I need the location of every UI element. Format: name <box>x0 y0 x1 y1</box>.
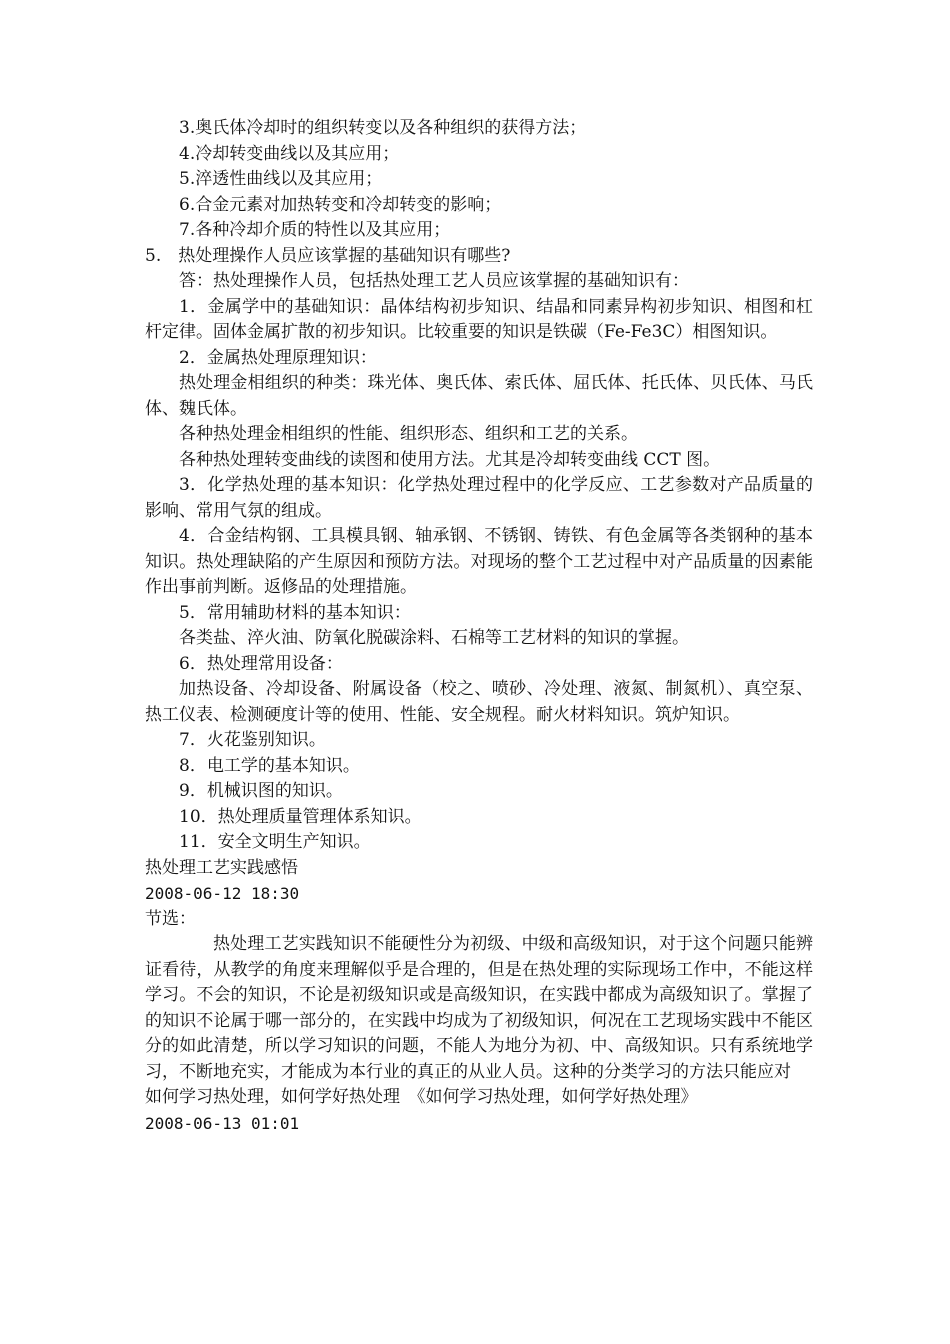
article-date: 2008-06-12 18:30 <box>145 884 300 903</box>
knowledge-item-2-types: 热处理金相组织的种类：珠光体、奥氏体、索氏体、屈氏体、托氏体、贝氏体、马氏体、魏氏体。 <box>145 373 813 419</box>
knowledge-item-2-title: 2．金属热处理原理知识： <box>179 347 377 368</box>
knowledge-item-6-title: 6．热处理常用设备： <box>179 653 343 674</box>
knowledge-item-11: 11．安全文明生产知识。 <box>179 832 371 852</box>
article-title: 热处理工艺实践感悟 <box>145 857 298 878</box>
answer-intro: 答：热处理操作人员，包括热处理工艺人员应该掌握的基础知识有： <box>179 271 689 291</box>
knowledge-item-8: 8．电工学的基本知识。 <box>179 755 360 776</box>
knowledge-item-2-properties: 各种热处理金相组织的性能、组织形态、组织和工艺的关系。 <box>179 424 638 444</box>
document-body <box>145 116 813 1136</box>
list-item: 4.冷却转变曲线以及其应用； <box>179 143 400 164</box>
article-date: 2008-06-13 01:01 <box>145 1113 300 1133</box>
knowledge-item-5-body: 各类盐、淬火油、防氧化脱碳涂料、石棉等工艺材料的知识的掌握。 <box>179 628 689 648</box>
list-item: 6.合金元素对加热转变和冷却转变的影响； <box>179 194 502 215</box>
knowledge-item-10: 10．热处理质量管理体系知识。 <box>179 806 422 827</box>
knowledge-item-2-curves: 各种热处理转变曲线的读图和使用方法。尤其是冷却转变曲线 CCT 图。 <box>179 449 721 470</box>
article-title: 如何学习热处理，如何学好热处理 《如何学习热处理，如何学好热处理》 <box>145 1087 698 1107</box>
knowledge-item-9: 9．机械识图的知识。 <box>179 781 343 801</box>
knowledge-item-4: 4．合金结构钢、工具模具钢、轴承钢、不锈钢、铸铁、有色金属等各类钢种的基本知识。热处理缺陷的产生原因和预防方法。对现场的整个工艺过程中对产品质量的因素能作出事前判断。返修品的处理措施。 <box>145 526 813 597</box>
list-item: 3.奥氏体冷却时的组织转变以及各种组织的获得方法； <box>179 118 587 138</box>
knowledge-item-3: 3．化学热处理的基本知识：化学热处理过程中的化学反应、工艺参数对产品质量的影响、常用气氛的组成。 <box>145 475 813 521</box>
knowledge-item-5-title: 5．常用辅助材料的基本知识： <box>179 602 411 623</box>
article-excerpt: 热处理工艺实践知识不能硬性分为初级、中级和高级知识，对于这个问题只能辨证看待，从教学的角度来理解似乎是合理的，但是在热处理的实际现场工作中，不能这样学习。不会的知识，不论是初级知识或是高级知识，在实践中都成为高级知识了。掌握了的知识不论属于哪一部分的，在实践中均成为了初级知识，何况在工艺现场实践中不能区分的如此清楚，所以学习知识的问题，不能人为地分为初、中、高级知识。只有系统地学习，不断地充实，才能成为本行业的真正的从业人员。这种的分类学习的方法只能应对 <box>145 934 813 1082</box>
list-item: 7.各种冷却介质的特性以及其应用； <box>179 220 451 240</box>
knowledge-item-7: 7．火花鉴别知识。 <box>179 730 326 750</box>
knowledge-item-6-body: 加热设备、冷却设备、附属设备（校之、喷砂、冷处理、液氮、制氮机）、真空泵、热工仪表、检测硬度计等的使用、性能、安全规程。耐火材料知识。筑炉知识。 <box>145 679 813 725</box>
question-heading: 5. 热处理操作人员应该掌握的基础知识有哪些? <box>145 245 511 266</box>
knowledge-item-1: 1．金属学中的基础知识：晶体结构初步知识、结晶和同素异构初步知识、相图和杠杆定律。固体金属扩散的初步知识。比较重要的知识是铁碳（Fe-Fe3C）相图知识。 <box>145 296 813 342</box>
excerpt-label: 节选： <box>145 908 196 929</box>
list-item: 5.淬透性曲线以及其应用； <box>179 169 383 189</box>
